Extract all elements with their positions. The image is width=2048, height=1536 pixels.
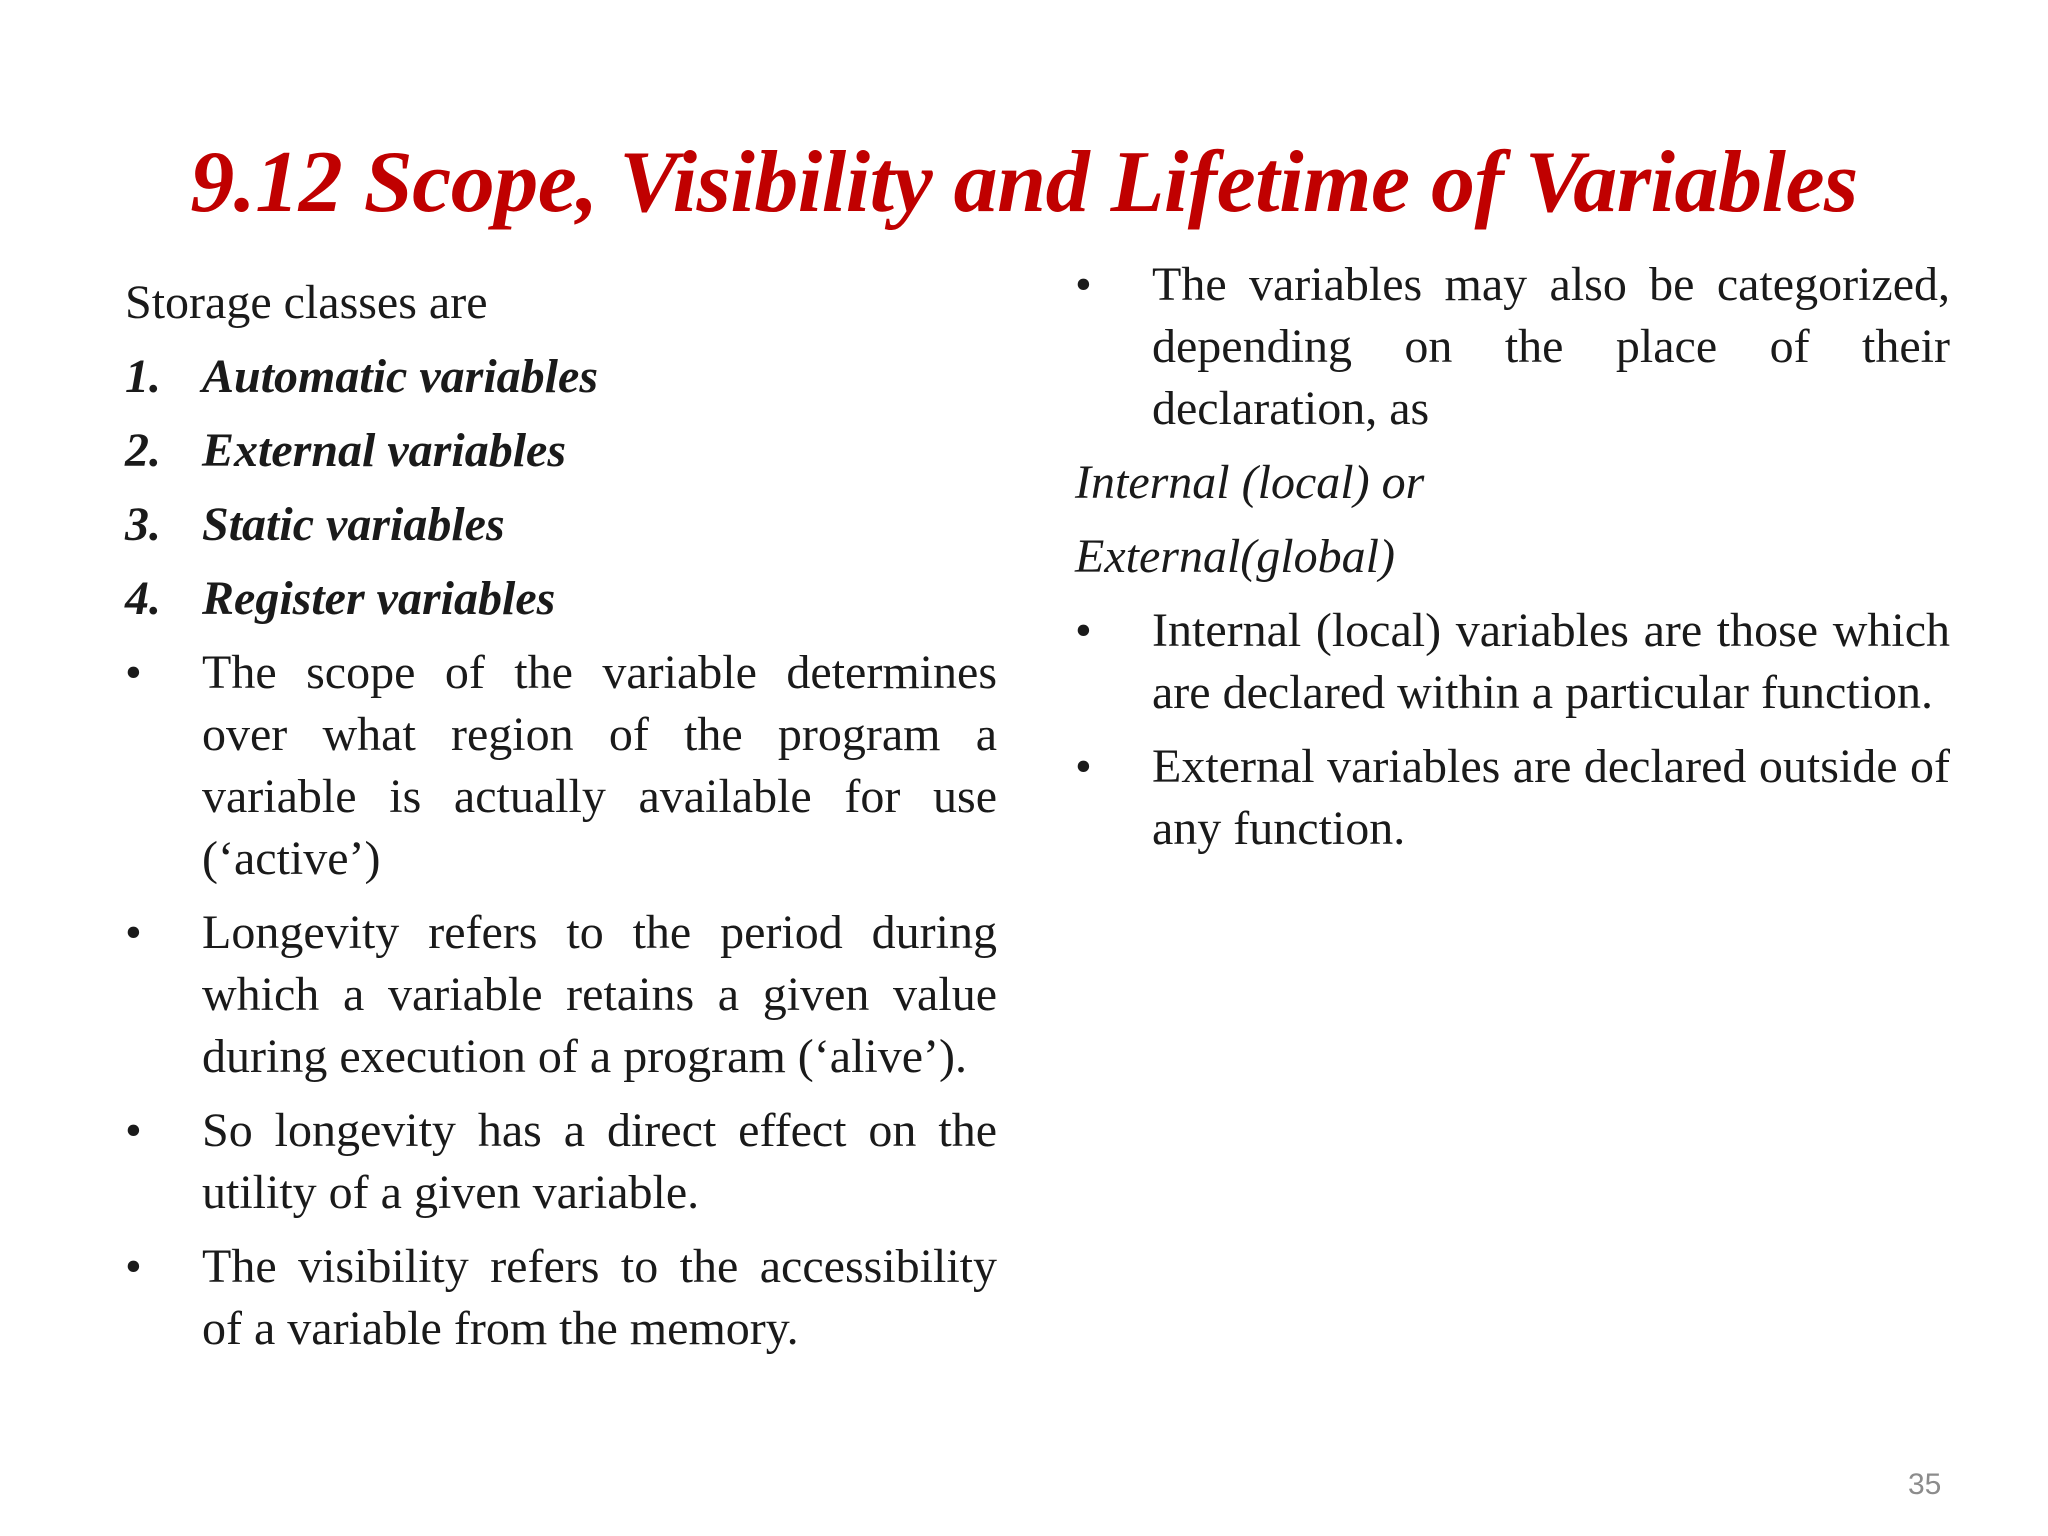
bullet-icon: • xyxy=(125,646,142,699)
page-number: 35 xyxy=(1908,1468,1942,1501)
bullet-longevity xyxy=(125,902,997,1088)
numbered-item-register xyxy=(125,568,997,630)
bullet-visibility xyxy=(125,1236,997,1360)
bullet-icon: • xyxy=(125,906,142,959)
bullet-icon: • xyxy=(1075,740,1092,793)
bullet-text: External variables are declared outside of any function. xyxy=(1152,740,1950,855)
item-number: 4. xyxy=(125,572,161,625)
bullet-icon: • xyxy=(1075,258,1092,311)
external-global-label: External(global) xyxy=(1075,530,1395,583)
item-label: Automatic variables xyxy=(202,350,598,403)
numbered-item-automatic xyxy=(125,346,997,408)
bullet-text: The scope of the variable determines over what region of the program a variable is actually available for use (‘active’) xyxy=(202,646,997,885)
item-label: Register variables xyxy=(202,572,556,625)
bullet-icon: • xyxy=(125,1240,142,1293)
internal-local-label: Internal (local) or xyxy=(1075,456,1425,509)
storage-classes-intro: Storage classes are xyxy=(125,276,488,329)
numbered-item-static xyxy=(125,494,997,556)
bullet-categorized xyxy=(1075,254,1950,440)
bullet-external-variables xyxy=(1075,736,1950,860)
bullet-internal-variables xyxy=(1075,600,1950,724)
numbered-item-external xyxy=(125,420,997,482)
right-column xyxy=(1075,254,1950,872)
bullet-scope xyxy=(125,642,997,890)
item-label: External variables xyxy=(202,424,567,477)
bullet-text: Longevity refers to the period during which a variable retains a given value during execution of a program (‘alive’). xyxy=(202,906,997,1083)
item-number: 3. xyxy=(125,498,161,551)
bullet-text: The variables may also be categorized, depending on the place of their declaration, as xyxy=(1152,258,1950,435)
item-label: Static variables xyxy=(202,498,505,551)
bullet-icon: • xyxy=(125,1104,142,1157)
bullet-icon: • xyxy=(1075,604,1092,657)
slide-title: 9.12 Scope, Visibility and Lifetime of Variables xyxy=(190,134,1858,231)
left-column xyxy=(125,272,997,1372)
bullet-text: Internal (local) variables are those which are declared within a particular function. xyxy=(1152,604,1950,719)
item-number: 1. xyxy=(125,350,161,403)
item-number: 2. xyxy=(125,424,161,477)
bullet-text: The visibility refers to the accessibility of a variable from the memory. xyxy=(202,1240,997,1355)
bullet-text: So longevity has a direct effect on the utility of a given variable. xyxy=(202,1104,997,1219)
bullet-longevity-effect xyxy=(125,1100,997,1224)
